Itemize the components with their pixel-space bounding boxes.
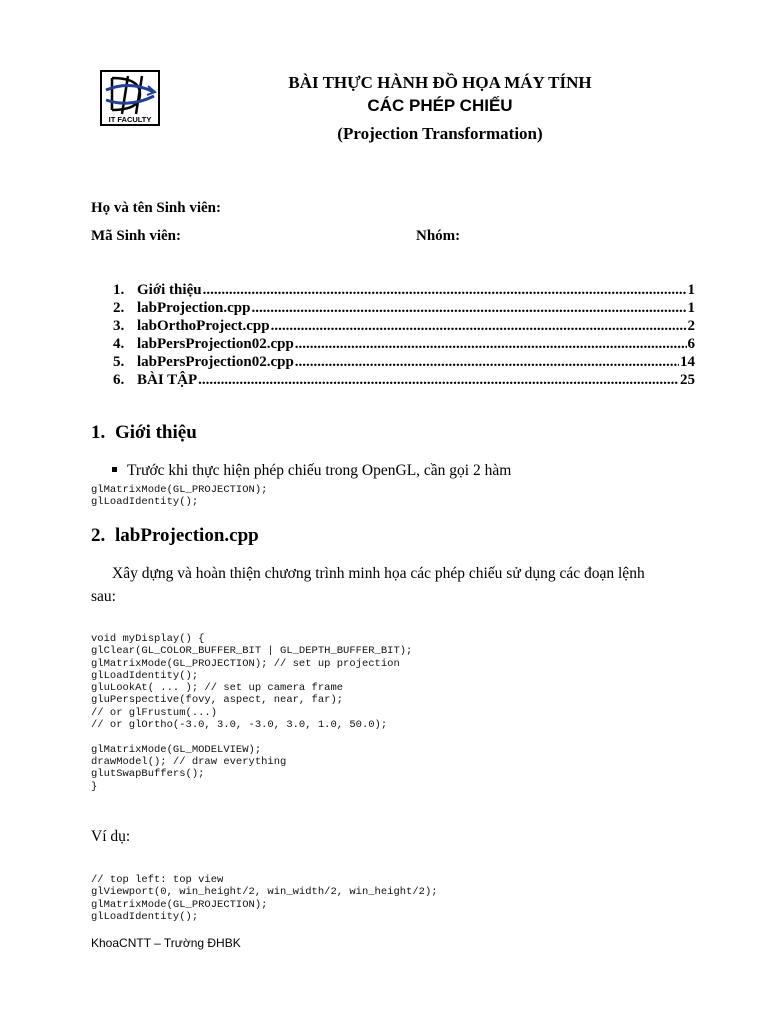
section-number: 1.: [91, 422, 106, 443]
doc-subtitle: CÁC PHÉP CHIẾU: [367, 96, 513, 115]
toc-title: Giới thiệu: [137, 282, 202, 298]
group-label: Nhóm:: [416, 228, 461, 244]
toc-leader: [198, 372, 679, 389]
code-block-mydisplay: void myDisplay() { glClear(GL_COLOR_BUFFER_BIT | GL_DEPTH_BUFFER_BIT); glMatrixMode(GL_PROJECTION); // set up projection glLoadIdentity(); gluLookAt( ... ); // set up camera frame gluPerspective(fovy, aspect, near, far); // or glFrustum(...) // or glOrtho(-3.0, 3.0, -3.0, 3.0, 1.0, 50.0); glMatrixMode(GL_MODELVIEW); drawModel(); // draw everything glutSwapBuffers(); }: [91, 633, 413, 793]
toc-item[interactable]: [113, 282, 695, 300]
toc-title: labOrthoProject.cpp: [137, 318, 270, 334]
student-name-label: Họ và tên Sinh viên:: [91, 200, 222, 216]
it-faculty-logo-icon: [100, 70, 160, 126]
faculty-logo: [100, 70, 160, 126]
toc-leader: [251, 300, 686, 317]
toc-page: 6: [687, 336, 695, 352]
toc-item[interactable]: [113, 372, 695, 390]
toc-page: 2: [687, 318, 695, 334]
paragraph-line: Xây dựng và hoàn thiện chương trình minh họa các phép chiếu sử dụng các đoạn lệnh: [112, 565, 645, 582]
section-title: Giới thiệu: [115, 422, 197, 443]
toc-leader: [295, 354, 679, 371]
toc-leader: [295, 336, 687, 353]
toc-item[interactable]: [113, 300, 695, 318]
toc-number: 1.: [113, 282, 125, 298]
example-label: Ví dụ:: [91, 828, 131, 845]
code-block-example: // top left: top view glViewport(0, win_height/2, win_width/2, win_height/2); glMatrixMode(GL_PROJECTION); glLoadIdentity();: [91, 874, 438, 923]
paragraph-line: sau:: [91, 588, 116, 605]
toc-page: 1: [687, 282, 695, 298]
toc-item[interactable]: [113, 354, 695, 372]
toc-item[interactable]: [113, 318, 695, 336]
toc-item[interactable]: [113, 336, 695, 354]
section-heading-intro: [91, 422, 197, 444]
toc-leader: [271, 318, 687, 335]
toc-page: 25: [680, 372, 695, 388]
doc-title: BÀI THỰC HÀNH ĐỒ HỌA MÁY TÍNH: [288, 73, 592, 92]
toc-number: 4.: [113, 336, 125, 352]
section-title: labProjection.cpp: [115, 525, 259, 546]
page-footer: KhoaCNTT – Trường ĐHBK: [91, 936, 241, 950]
toc-leader: [203, 282, 687, 299]
toc-number: 3.: [113, 318, 125, 334]
toc-page: 14: [680, 354, 695, 370]
toc-number: 2.: [113, 300, 125, 316]
bullet-item: [112, 462, 511, 480]
bullet-text: Trước khi thực hiện phép chiếu trong OpenGL, cần gọi 2 hàm: [127, 462, 512, 479]
square-bullet-icon: [112, 467, 117, 472]
doc-subtitle-english: (Projection Transformation): [337, 124, 543, 143]
toc-title: labPersProjection02.cpp: [137, 336, 294, 352]
code-block-intro: glMatrixMode(GL_PROJECTION); glLoadIdentity();: [91, 484, 268, 509]
student-id-label: Mã Sinh viên:: [91, 228, 182, 244]
toc-title: labPersProjection02.cpp: [137, 354, 294, 370]
section-number: 2.: [91, 525, 106, 546]
logo-text: IT FACULTY: [108, 115, 152, 124]
toc-number: 5.: [113, 354, 125, 370]
toc-title: labProjection.cpp: [137, 300, 251, 316]
toc-title: BÀI TẬP: [137, 372, 198, 388]
section-heading-labprojection: [91, 525, 259, 547]
toc-page: 1: [687, 300, 695, 316]
toc-number: 6.: [113, 372, 125, 388]
